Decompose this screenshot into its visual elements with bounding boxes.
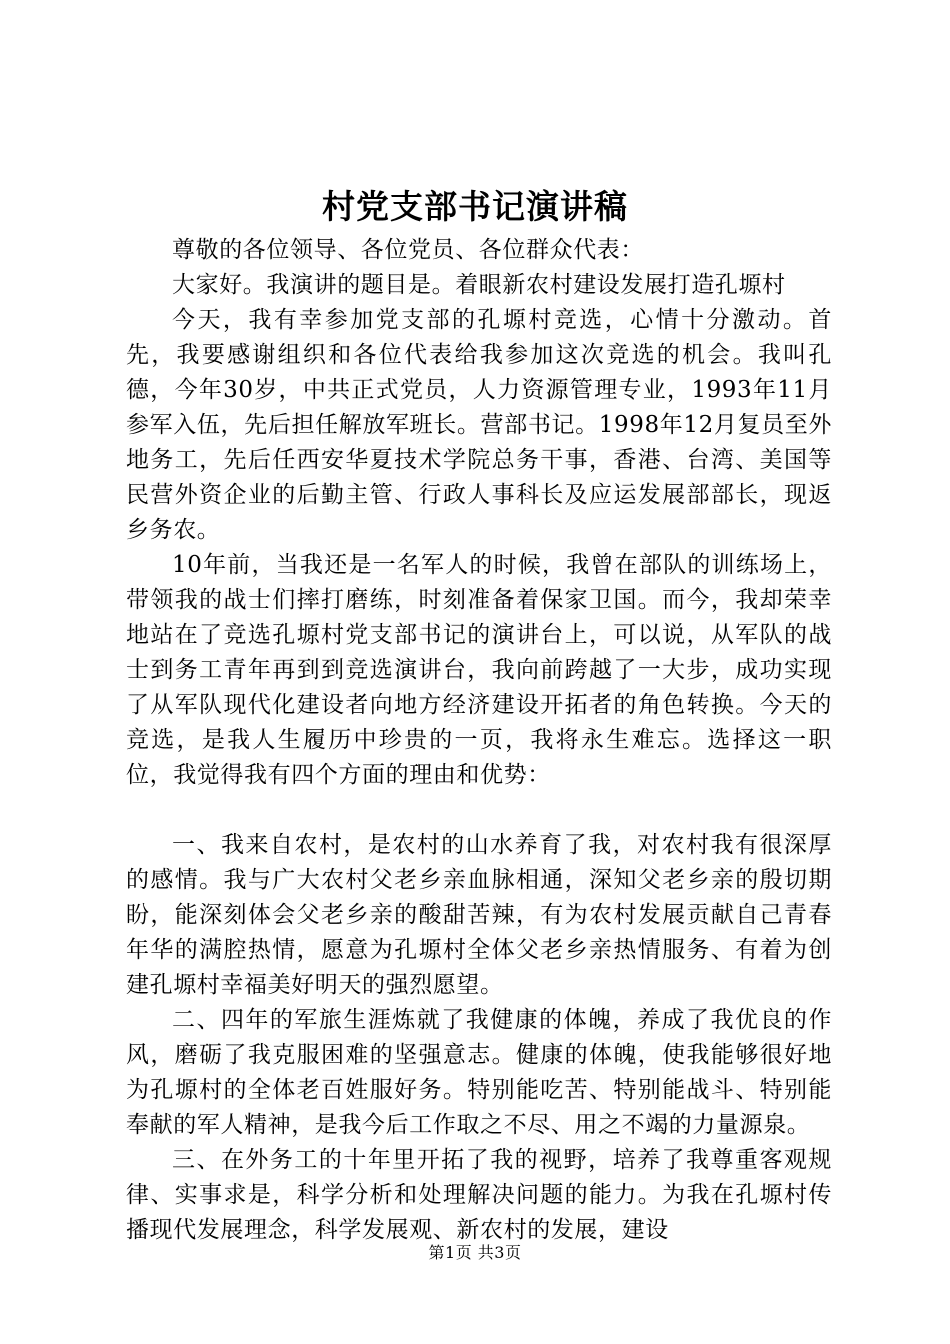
salutation-paragraph: 尊敬的各位领导、各位党员、各位群众代表： <box>172 237 644 263</box>
reason-one-paragraph: 一、我来自农村，是农村的山水养育了我，对农村我有很深厚的感情。我与广大农村父老乡亲血脉相通，深知父老乡亲的殷切期盼，能深刻体会父老乡亲的酸甜苦辣，有为农村发展贡献自己青春年华的满腔热情，愿意为孔塬村全体父老乡亲热情服务、有着为创建孔塬村幸福美好明天的强烈愿望。 <box>126 832 832 998</box>
reason-two-paragraph: 二、四年的军旅生涯炼就了我健康的体魄，养成了我优良的作风，磨砺了我克服困难的坚强意志。健康的体魄，使我能够很好地为孔塬村的全体老百姓服好务。特别能吃苦、特别能战斗、特别能奉献的军人精神，是我今后工作取之不尽、用之不竭的力量源泉。 <box>126 1007 832 1138</box>
document-body <box>126 233 832 1248</box>
page-number-footer: 第1页 共3页 <box>428 1243 522 1262</box>
document-title: 村党支部书记演讲稿 <box>322 187 628 226</box>
introduction-paragraph: 今天，我有幸参加党支部的孔塬村竞选，心情十分激动。首先，我要感谢组织和各位代表给我参加这次竞选的机会。我叫孔德，今年30岁，中共正式党员，人力资源管理专业，1993年11月参军入伍，先后担任解放军班长。营部书记。1998年12月复员至外地务工，先后任西安华夏技术学院总务干事，香港、台湾、美国等民营外资企业的后勤主管、行政人事科长及应运发展部部长，现返乡务农。 <box>126 307 832 543</box>
background-paragraph: 10年前，当我还是一名军人的时候，我曾在部队的训练场上，带领我的战士们摔打磨练，时刻准备着保家卫国。而今，我却荣幸地站在了竞选孔塬村党支部书记的演讲台上，可以说，从军队的战士到务工青年再到到竞选演讲台，我向前跨越了一大步，成功实现了从军队现代化建设者向地方经济建设开拓者的角色转换。今天的竞选，是我人生履历中珍贵的一页，我将永生难忘。选择这一职位，我觉得我有四个方面的理由和优势： <box>126 552 832 788</box>
greeting-paragraph: 大家好。我演讲的题目是。着眼新农村建设发展打造孔塬村 <box>172 272 786 298</box>
reason-three-paragraph: 三、在外务工的十年里开拓了我的视野，培养了我尊重客观规律、实事求是，科学分析和处理解决问题的能力。为我在孔塬村传播现代发展理念，科学发展观、新农村的发展，建设 <box>126 1147 832 1243</box>
